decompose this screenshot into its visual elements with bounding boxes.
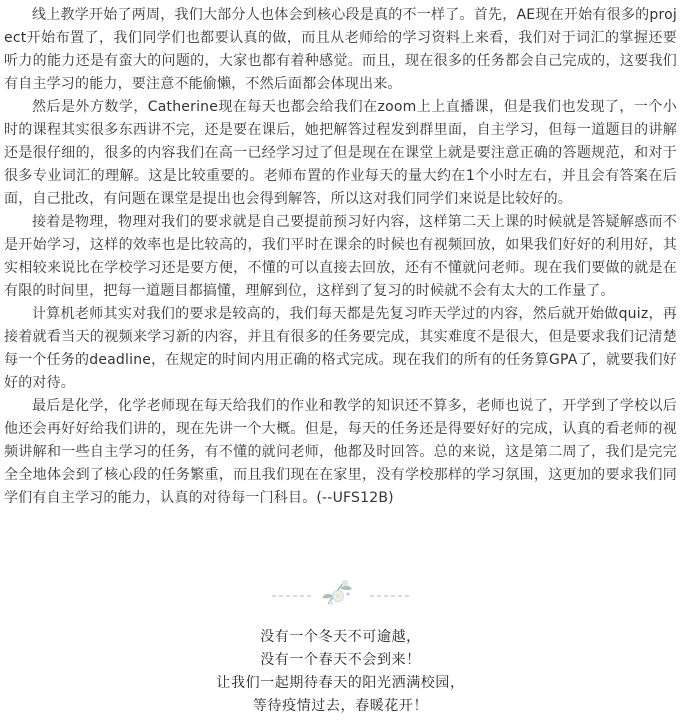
paragraph-physics: 接着是物理，物理对我们的要求就是自己要提前预习好内容，这样第二天上课的时候就是答疑解惑而不是开始学习，这样的效率也是比较高的，我们平时在课余的时候也有视频回放，如果我们好好的利用好，其实相较来说比在学校学习还是要方便，不懂的可以直接去回放，还有不懂就问老师。现在我们要做的就是在有限的时间里，把每一道题目都搞懂，理解到位，这样到了复习的时候就不会有太大的工作量了。	[4, 214, 677, 299]
article-body	[4, 4, 677, 510]
paragraph-computer: 计算机老师其实对我们的要求是较高的，我们每天都是先复习昨天学过的内容，然后就开始做quiz，再接着就看当天的视频来学习新的内容，并且有很多的任务要完成，其实难度不是很大，但是要求我们记清楚每一个任务的deadline，在规定的时间内用正确的格式完成。现在我们的所有的任务算GPA了，就要我们好好的对待。	[4, 306, 677, 391]
poem-line: 没有一个冬天不可逾越，	[260, 629, 421, 645]
paragraph-math: 然后是外方数学，Catherine现在每天也都会给我们在zoom上上直播课，但是我们也发现了，一个小时的课程其实很多东西讲不完，还是要在课后，她把解答过程发到群里面，自主学习，但每一道题目的讲解还是很仔细的，很多的内容我们在高一已经学习过了但是现在在课堂上就是要注意正确的答题规范，和对于很多专业词汇的理解。这是比较重要的。老师布置的作业每天的量大约在1个小时左右，并且会有答案在后面，自己批改，有问题在课堂是提出也会得到解答，所以这对我们同学们来说是比较好的。	[4, 99, 677, 207]
poem-line: 让我们一起期待春天的阳光洒满校园，	[216, 675, 465, 691]
paragraph-chemistry: 最后是化学，化学老师现在每天给我们的作业和教学的知识还不算多，老师也说了，开学到了学校以后他还会再好好给我们讲的，现在先讲一个大概。但是，每天的任务还是得要好好的完成，认真的看老师的视频讲解和一些自主学习的任务，有不懂的就问老师，他都及时回答。总的来说，这是第二周了，我们是完完全全地体会到了核心段的任务繁重，而且我们现在在家里，没有学校那样的学习氛围，这更加的要求我们同学们有自主学习的能力，认真的对待每一门科目。(--UFS12B)	[4, 398, 677, 506]
flower-icon	[266, 574, 416, 610]
flower-divider	[0, 574, 681, 610]
paragraph-ae: 线上教学开始了两周，我们大部分人也体会到核心段是真的不一样了。首先，AE现在开始有很多的project开始布置了，我们同学们也都要认真的做，而且从老师给的学习资料上来看，我们对于词汇的掌握还要听力的能力还是有蛮大的问题的，大家也都有着种感觉。而且，现在很多的任务都会自己完成的，这要我们有自主学习的能力，要注意不能偷懒，不然后面都会体现出来。	[4, 7, 677, 92]
closing-poem	[0, 626, 681, 718]
poem-line: 等待疫情过去，春暖花开！	[252, 698, 429, 714]
poem-line: 没有一个春天不会到来！	[260, 652, 421, 668]
